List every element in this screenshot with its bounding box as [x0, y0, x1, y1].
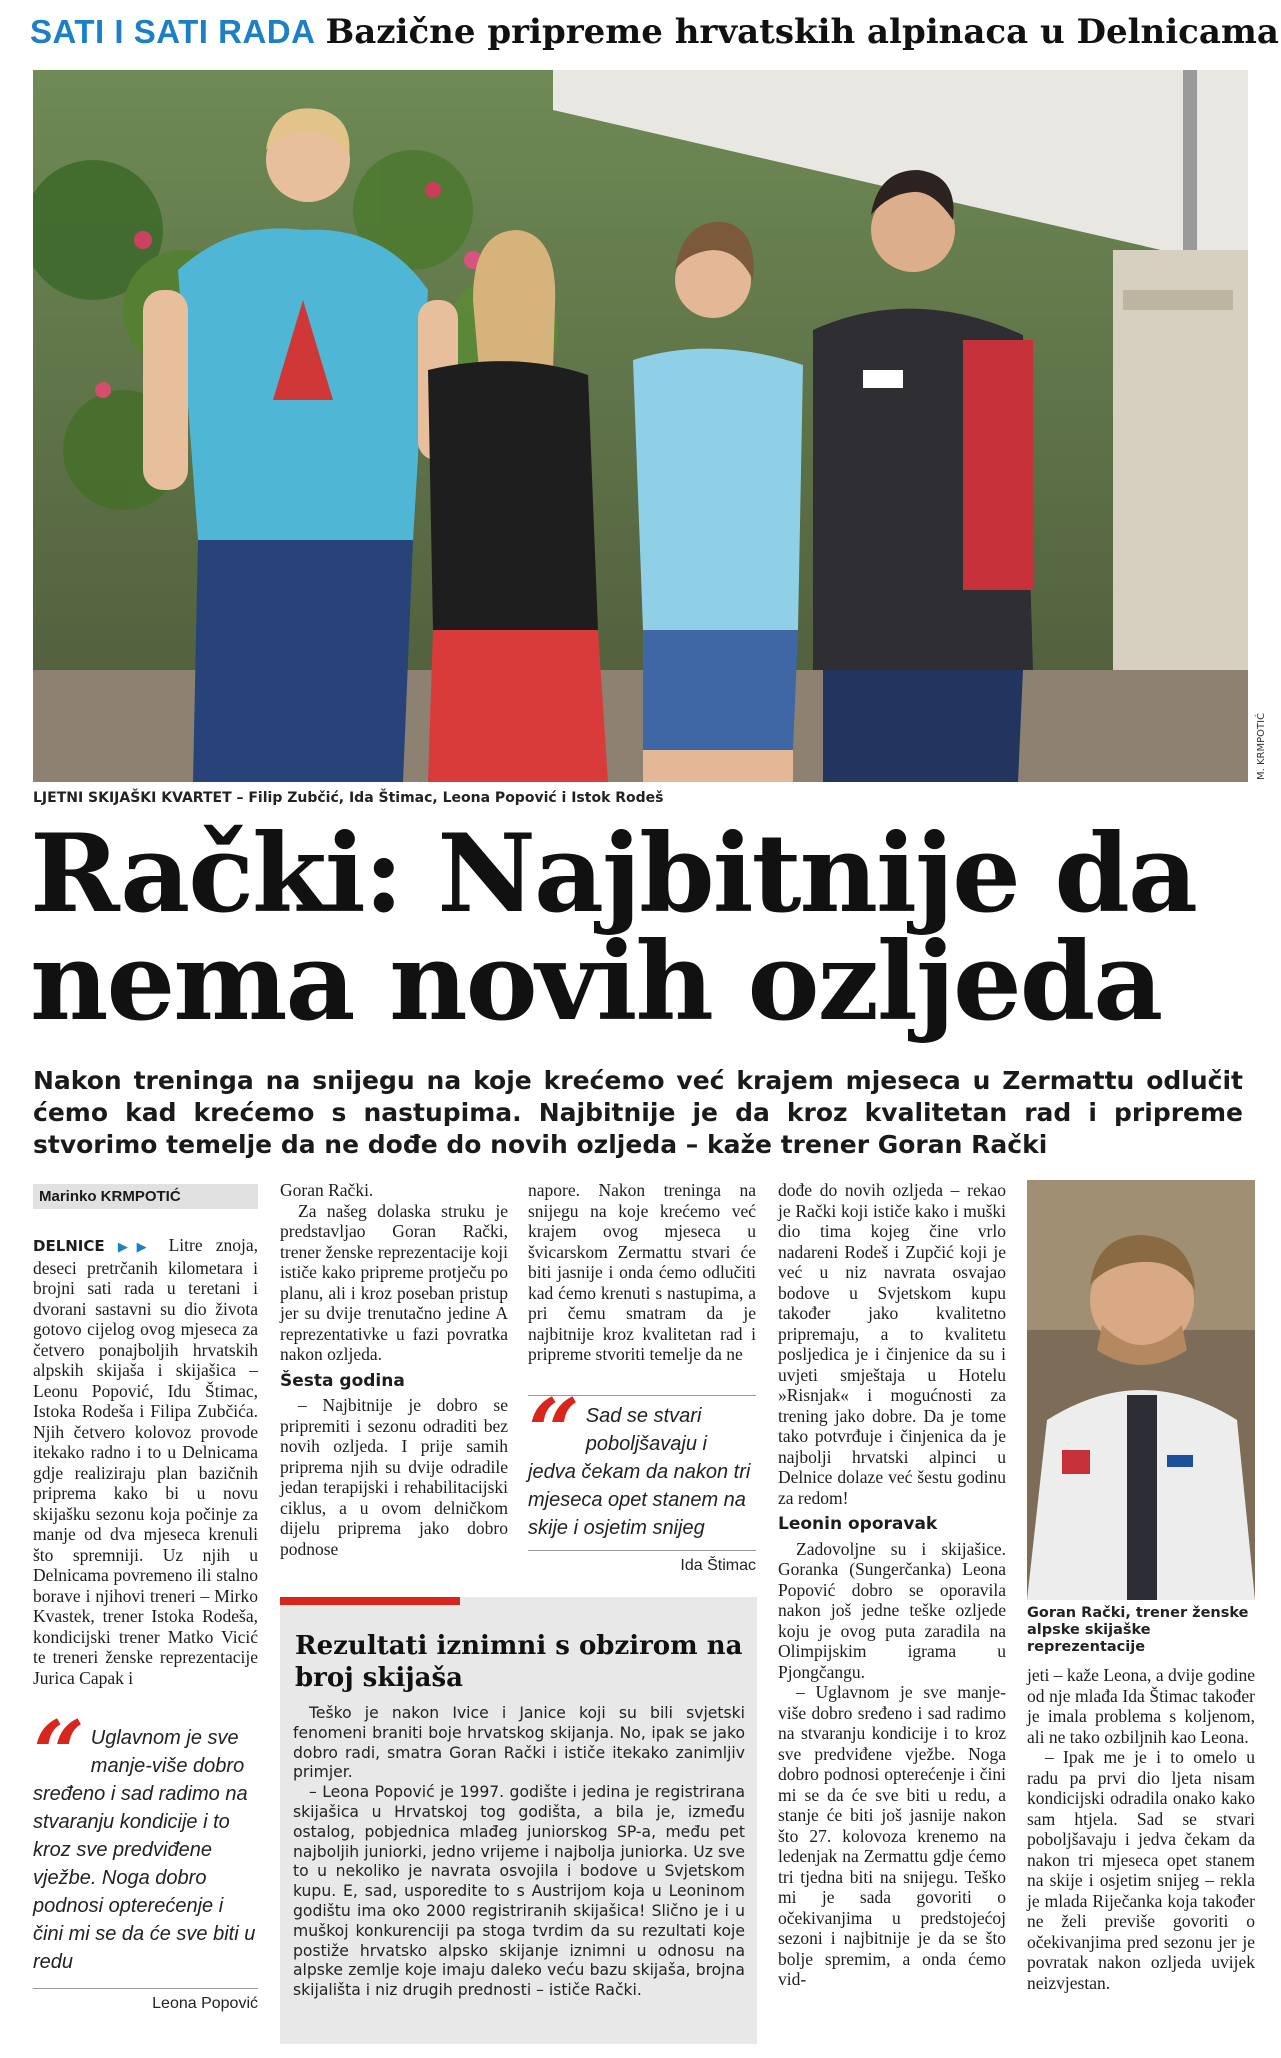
column-3	[528, 1180, 756, 1365]
column-4-p3: – Uglavnom je sve manje-više dobro sređeno i sad radimo na stvaranju kondicije i to kroz sve predviđene vježbe. Noga dobro podnosi opterećenje i čini mi se da će sve biti u redu, a stanje će biti još jasnije nakon što 27. kolovoza krenemo na ledenjak na Zermattu gdje ćemo tri tjedna biti na snijegu. Teško mi je sada govoriti o očekivanjima u predstojećoj sezoni i najbitnije je da se što bolje spremim, a onda ćemo vid-	[778, 1682, 1006, 1989]
portrait-caption: Goran Rački, trener ženske alpske skijaške reprezentacije	[1027, 1605, 1249, 1655]
photo-caption: LJETNI SKIJAŠKI KVARTET – Filip Zubčić, Ida Štimac, Leona Popović i Istok Rodeš	[33, 790, 664, 806]
column-2	[280, 1180, 508, 1559]
column-1	[33, 1235, 258, 1688]
quote-mark-icon: “	[528, 1379, 580, 1485]
lead-paragraph: Nakon treninga na snijegu na koje krećemo već krajem mjeseca u Zermattu odlučit ćemo kad krećemo s nastupima. Najbitnije je da kroz kvalitetan rad i pripreme stvorimo temelje da ne dođe do novih ozljeda – kaže trener Goran Rački	[33, 1066, 1243, 1159]
quote-mark-icon: “	[33, 1701, 85, 1807]
section-label: SATI I SATI RADA	[30, 13, 316, 50]
subheading-sesta-godina: Šesta godina	[280, 1370, 405, 1391]
headline-line-2: nema novih ozljeda	[30, 919, 1162, 1045]
column-2-p2: Za našeg dolaska struku je predstavljao Goran Rački, trener ženske reprezentacije koji ističe kako pripreme protječu po planu, ali i kroz poseban pristup jer su dvije trenutačno jedine A reprezentativke u fazi povratka nakon ozljeda.	[280, 1200, 508, 1364]
subheading-leonin-oporavak: Leonin oporavak	[778, 1514, 938, 1534]
topic-label: Bazične pripreme hrvatskih alpinaca u Delnicama	[325, 12, 1279, 52]
info-box-accent	[280, 1597, 460, 1605]
article-header	[30, 12, 1279, 58]
info-box-p2: – Leona Popović je 1997. godište i jedina je registrirana skijašica u Hrvatskoj tog godišta, a bila je, između ostalog, pobjednica mlađeg juniorskog SP-a, među pet najboljih juniorki, jedno vrijeme i najbolja juniorka. Uz sve to u nekoliko je navrata osvojila i bodove u Svjetskom kupu. E, sad, usporedite to s Austrijom koja u Leoninom godištu ima oko 2000 registriranih skijašica! Slično je i u muškoj konkurenciji pa stoga tvrdim da su rezultati koje postiže hrvatsko alpsko skijanje iznimni u odnosu na alpske zemlje koje imaju daleko veću bazu skijaša, brojna skijališta i niz drugih prednosti – ističe Rački.	[293, 1783, 745, 2000]
pull-quote-text: Uglavnom je sve manje-više dobro sređeno i sad radimo na stvaranju kondicije i to kroz sve predviđene vježbe. Noga dobro podnosi opterećenje i čini mi se da će sve biti u redu	[33, 1727, 256, 1973]
photo-credit: M. KRMPOTIĆ	[1256, 712, 1267, 780]
dateline-city: DELNICE	[33, 1237, 105, 1255]
byline: Marinko KRMPOTIĆ	[33, 1184, 258, 1209]
double-arrow-icon: ▶▶	[117, 1239, 156, 1254]
column-2-p1: Goran Rački.	[280, 1180, 374, 1200]
column-5-p2: – Ipak me je i to omelo u radu pa prvi dio ljeta nisam kondicijski odradila onako kako sam htjela. Sad se stvari poboljšavaju i jedva čekam da nakon tri mjeseca opet stanem na skije i osjetim snijeg – rekla je mlada Riječanka koja također ne želi previše govoriti o očekivanjima pred sezonu jer je povratak nakon ozljeda uvijek neizvjestan.	[1027, 1747, 1255, 1993]
column-4	[778, 1180, 1006, 1990]
column-5-p1: jeti – kaže Leona, a dvije godine od nje mlađa Ida Štimac također je imala problema s koljenom, ali ne tako ozbiljnih kao Leona.	[1027, 1665, 1255, 1747]
info-box-text	[293, 1704, 745, 2001]
headline	[30, 811, 1260, 1045]
info-box-title: Rezultati iznimni s obzirom na broj skijaša	[295, 1631, 743, 1693]
portrait-photo	[1027, 1180, 1255, 1600]
column-3-p1: napore. Nakon treninga na snijegu na koje krećemo već krajem ovog mjeseca u švicarskom Zermattu stvari će biti jasnije i onda ćemo odlučiti kad ćemo krenuti s nastupima, a pri čemu smatram da je najbitnije kroz kvalitetan rad i pripreme stvoriti temelje da ne	[528, 1180, 756, 1364]
pull-quote-text: Sad se stvari poboljšavaju i jedva čekam da nakon tri mjeseca opet stanem na skije i osjetim snijeg	[528, 1405, 751, 1539]
column-4-p2: Zadovoljne su i skijašice. Goranka (Sungerčanka) Leona Popović dobro se oporavila nakon još jedne teške ozljede koju je ovog puta zaradila na Olimpijskim igrama u Pjongčangu.	[778, 1538, 1006, 1682]
pull-quote-leona	[33, 1701, 258, 2013]
coach-portrait-illustration	[1027, 1180, 1255, 1600]
column-2-p3: – Najbitnije je dobro se pripremiti i sezonu odraditi bez novih ozljeda. I prije samih priprema njih su dvije odradile jedan terapijski i rehabilitacijski ciklus, a u ovom delničkom dijelu priprema jako dobro podnose	[280, 1395, 508, 1559]
column-4-p1: dođe do novih ozljeda – rekao je Rački koji ističe kako i muški dio tima kojeg čine vrlo nadareni Rodeš i Zupčić koji je već u niz navrata osvajao bodove u Svjetskom kupu također jako kvalitetno pripremaju, a to kvalitetu posljedica je i činjenice da su i uvjeti smještaja u Hotelu »Risnjak« i mogućnosti za trening jako dobre. Da je tome tako potvrđuje i činjenica da je najbolji hrvatski alpinci u Delnice dolaze već šestu godinu za redom!	[778, 1180, 1006, 1508]
column-5	[1027, 1665, 1255, 1993]
pull-quote-ida	[528, 1379, 756, 1575]
main-photo	[33, 70, 1248, 782]
pull-quote-author: Leona Popović	[152, 1995, 258, 2012]
info-box-p1: Teško je nakon Ivice i Janice koji su bili svjetski fenomeni braniti boje hrvatskog skijanja. No, ipak se jako dobro radi, smatra Goran Rački i ističe itekako zanimljiv primjer.	[293, 1704, 745, 1782]
column-1-text: Litre znoja, deseci pretrčanih kilometara i brojni sati rada u teretani i dvorani sastavni su dio života gotovo cijelog ovog mjeseca za četvero ponajboljih hrvatskih alpskih skijaša i skijašica – Leonu Popović, Idu Štimac, Istoka Rodeša i Filipa Zubčića. Njih četvero kolovoz provode itekako radno i to u Delnicama gdje realiziraju plan bazičnih priprema kako bi u novu skijašku sezonu koja počinje za manje od dva mjeseca krenuli što spremniji. Uz njih u Delnicama povremeno ili stalno borave i njihovi treneri – Mirko Kvastek, trener Istoka Rodeša, kondicijski trener Matko Vicić te treneri ženske reprezentacije Jurica Capak i	[33, 1235, 259, 1688]
headline-line-1: Rački: Najbitnije da	[30, 811, 1196, 937]
team-photo-illustration	[33, 70, 1248, 782]
pull-quote-author: Ida Štimac	[680, 1557, 756, 1574]
